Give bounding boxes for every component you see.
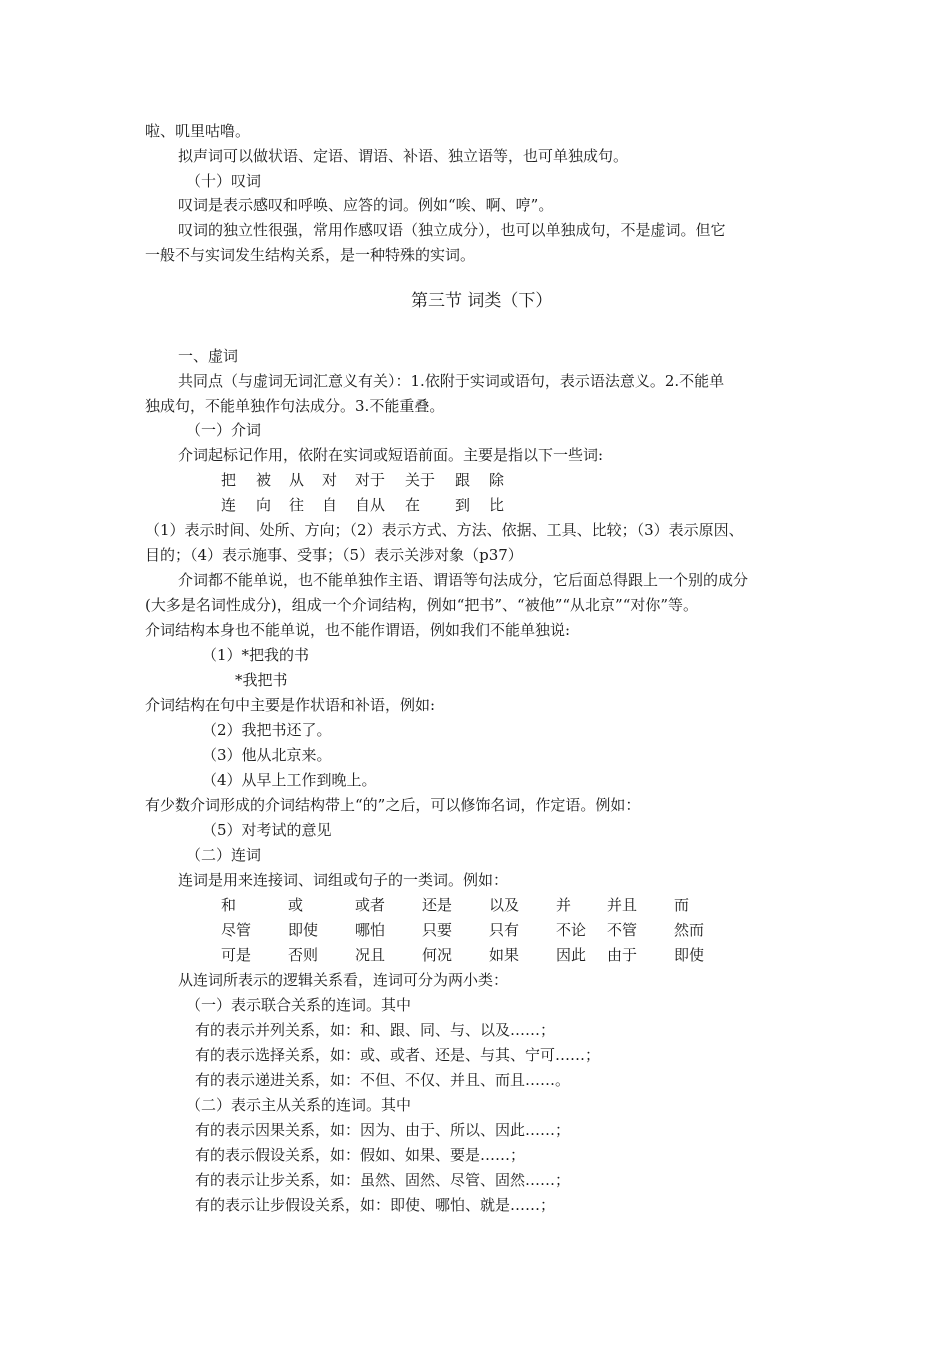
text-line: 一般不与实词发生结构关系，是一种特殊的实词。 (145, 246, 476, 264)
example-line: （4）从早上工作到晚上。 (202, 771, 377, 789)
text-line: (大多是名词性成分)，组成一个介词结构，例如“把书”、“被他”“从北京”“对你”等。 (145, 596, 699, 614)
section-label: （十）叹词 (186, 172, 262, 190)
conjunction-word: 以及 (489, 896, 520, 914)
text-line: 目的；（4）表示施事、受事；（5）表示关涉对象（p37） (145, 546, 523, 564)
list-item: 有的表示递进关系，如：不但、不仅、并且、而且……。 (195, 1071, 571, 1089)
example-line: （1）*把我的书 (202, 646, 310, 664)
conjunction-word: 或者 (355, 896, 386, 914)
section-label: （一）介词 (186, 421, 262, 439)
section-label: 一、虚词 (178, 347, 239, 365)
text-line: 独成句，不能单独作句法成分。3.不能重叠。 (145, 397, 445, 415)
conjunction-word: 而 (674, 896, 690, 914)
conjunction-word: 否则 (288, 946, 319, 964)
preposition-word: 自从 (355, 496, 386, 514)
list-item: 有的表示并列关系，如：和、跟、同、与、以及……； (195, 1021, 556, 1039)
preposition-word: 到 (455, 496, 471, 514)
preposition-word: 把 (221, 471, 237, 489)
list-item: 有的表示因果关系，如：因为、由于、所以、因此……； (195, 1121, 571, 1139)
preposition-word: 在 (405, 496, 421, 514)
conjunction-word: 不论 (556, 921, 587, 939)
example-line: （2）我把书还了。 (202, 721, 332, 739)
example-line: *我把书 (235, 671, 288, 689)
section-label: （二）连词 (186, 846, 262, 864)
conjunction-word: 可是 (221, 946, 252, 964)
preposition-word: 往 (289, 496, 305, 514)
conjunction-word: 并 (556, 896, 572, 914)
section-heading: 第三节 词类（下） (411, 291, 553, 311)
text-line: 介词结构在句中主要是作状语和补语，例如: (145, 696, 436, 714)
preposition-word: 对于 (355, 471, 386, 489)
example-line: （3）他从北京来。 (202, 746, 332, 764)
preposition-word: 向 (256, 496, 272, 514)
text-line: 啦、叽里咕噜。 (145, 122, 251, 140)
preposition-word: 被 (256, 471, 272, 489)
conjunction-word: 况且 (355, 946, 386, 964)
text-line: 介词都不能单说，也不能单独作主语、谓语等句法成分，它后面总得跟上一个别的成分 (178, 571, 749, 589)
conjunction-word: 不管 (607, 921, 638, 939)
conjunction-word: 或 (288, 896, 304, 914)
conjunction-word: 如果 (489, 946, 520, 964)
text-line: 共同点（与虚词无词汇意义有关）：1.依附于实词或语句，表示语法意义。2.不能单 (178, 372, 725, 390)
preposition-word: 自 (322, 496, 338, 514)
text-line: 介词结构本身也不能单说，也不能作谓语，例如我们不能单独说: (145, 621, 571, 639)
list-item: 有的表示让步关系，如：虽然、固然、尽管、固然……； (195, 1171, 571, 1189)
text-line: 从连词所表示的逻辑关系看，连词可分为两小类： (178, 971, 509, 989)
preposition-word: 对 (322, 471, 338, 489)
list-item: 有的表示让步假设关系，如：即使、哪怕、就是……； (195, 1196, 556, 1214)
conjunction-word: 还是 (422, 896, 453, 914)
conjunction-word: 尽管 (221, 921, 252, 939)
text-line: 叹词的独立性很强，常用作感叹语（独立成分），也可以单独成句，不是虚词。但它 (178, 221, 726, 239)
list-item: 有的表示假设关系，如：假如、如果、要是……； (195, 1146, 526, 1164)
conjunction-word: 即使 (674, 946, 705, 964)
preposition-word: 比 (489, 496, 505, 514)
example-line: （5）对考试的意见 (202, 821, 332, 839)
conjunction-word: 即使 (288, 921, 319, 939)
text-line: 叹词是表示感叹和呼唤、应答的词。例如“唉、啊、哼”。 (178, 196, 554, 214)
conjunction-word: 和 (221, 896, 237, 914)
list-item: 有的表示选择关系，如：或、或者、还是、与其、宁可……； (195, 1046, 601, 1064)
text-line: 介词起标记作用，依附在实词或短语前面。主要是指以下一些词: (178, 446, 604, 464)
preposition-word: 关于 (405, 471, 436, 489)
preposition-word: 连 (221, 496, 237, 514)
conjunction-word: 然而 (674, 921, 705, 939)
preposition-word: 跟 (455, 471, 471, 489)
conjunction-word: 只要 (422, 921, 453, 939)
section-label: （一）表示联合关系的连词。其中 (186, 996, 412, 1014)
text-line: （1）表示时间、处所、方向；（2）表示方式、方法、依据、工具、比较；（3）表示原因、 (145, 521, 744, 539)
conjunction-word: 只有 (489, 921, 520, 939)
preposition-word: 从 (289, 471, 305, 489)
conjunction-word: 哪怕 (355, 921, 386, 939)
text-line: 有少数介词形成的介词结构带上“的”之后，可以修饰名词，作定语。例如： (145, 796, 641, 814)
conjunction-word: 由于 (607, 946, 638, 964)
text-line: 连词是用来连接词、词组或句子的一类词。例如： (178, 871, 509, 889)
text-line: 拟声词可以做状语、定语、谓语、补语、独立语等，也可单独成句。 (178, 147, 629, 165)
conjunction-word: 并且 (607, 896, 638, 914)
conjunction-word: 何况 (422, 946, 453, 964)
section-label: （二）表示主从关系的连词。其中 (186, 1096, 412, 1114)
preposition-word: 除 (489, 471, 505, 489)
conjunction-word: 因此 (556, 946, 587, 964)
